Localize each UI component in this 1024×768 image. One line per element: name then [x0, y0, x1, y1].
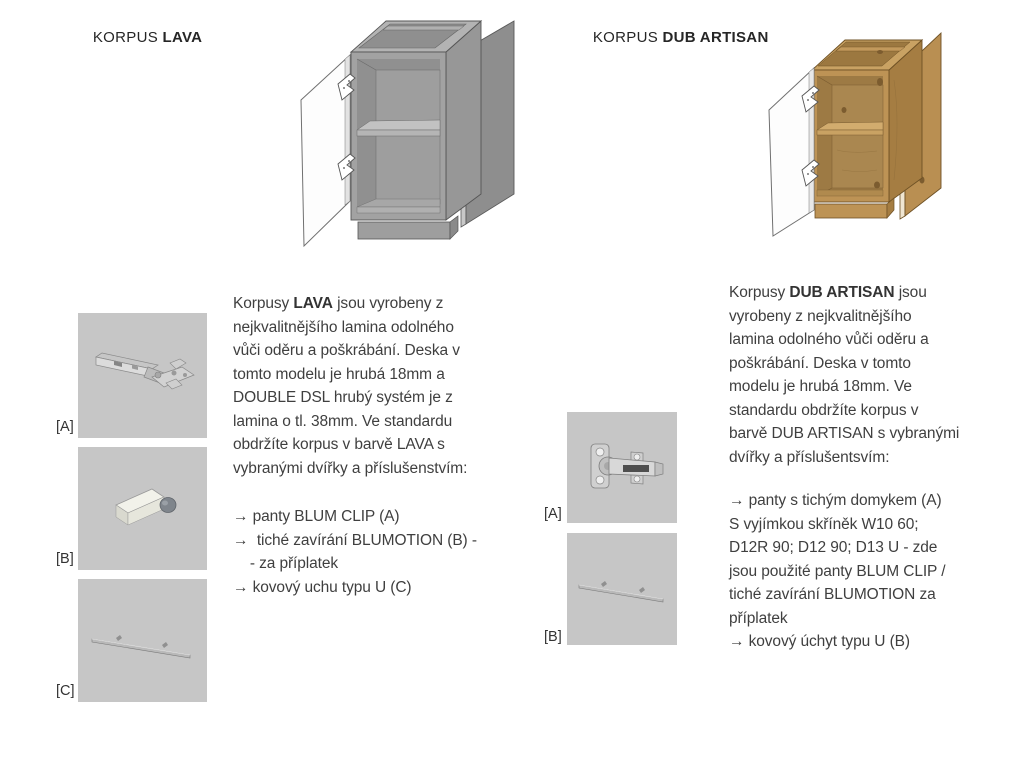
text-bold: LAVA [293, 295, 333, 312]
blum-clip-hinge-icon [78, 313, 207, 438]
paragraph-line [233, 292, 533, 316]
text-span: Korpusy [233, 295, 294, 312]
bullet-line: jsou použité panty BLUM CLIP / [729, 562, 946, 580]
hardware-image-u-handle [567, 533, 677, 645]
text-span: jsou [894, 284, 927, 301]
paragraph-line: DOUBLE DSL hrubý systém je z [233, 389, 453, 406]
paragraph-line: obdržíte korpus v barvě LAVA s [233, 436, 445, 453]
u-handle-icon [567, 533, 677, 645]
hardware-label-c: [C] [56, 683, 75, 699]
paragraph-line: vybranými dvířky a příslušenstvím: [233, 459, 468, 477]
paragraph-line: nejkvalitnějšího lamina odolného [233, 318, 454, 336]
left-description [233, 292, 533, 599]
u-handle-icon [78, 579, 207, 702]
text-bold: DUB ARTISAN [789, 284, 895, 301]
right-bullet-list [729, 489, 1024, 654]
compact-soft-close-hinge-icon [567, 412, 677, 523]
right-title-prefix: KORPUS [592, 29, 663, 46]
paragraph-line: poškrábání. Deska v tomto [729, 354, 911, 372]
paragraph-line: vůči oděru a poškrábání. Deska v [233, 342, 460, 359]
paragraph-line: lamina o tl. 38mm. Ve standardu [233, 412, 453, 430]
text-span: jsou vyrobeny z [332, 295, 444, 312]
bullet-line: → kovový úchyt typu U (B) [729, 633, 910, 650]
paragraph-line: standardu obdržíte korpus v [729, 401, 919, 419]
right-description [729, 281, 1024, 654]
text-span: Korpusy [729, 284, 790, 301]
dub-artisan-cabinet-illustration [752, 20, 988, 260]
paragraph-line: modelu je hrubá 18mm. Ve [729, 378, 912, 395]
paragraph-line [729, 281, 1024, 305]
bullet-line: → panty s tichým domykem (A) [729, 492, 942, 509]
paragraph-line: barvě DUB ARTISAN s vybranými [729, 425, 960, 442]
right-title-bold: DUB ARTISAN [662, 29, 769, 46]
paragraph-line: vyrobeny z nejkvalitnějšího [729, 307, 912, 325]
bullet-line: tiché zavírání BLUMOTION za [729, 586, 936, 603]
left-bullet-list [233, 505, 533, 599]
hardware-label-a: [A] [56, 419, 74, 435]
blumotion-damper-icon [78, 447, 207, 570]
hardware-label-b: [B] [544, 629, 562, 645]
hardware-label-b: [B] [56, 551, 74, 567]
hardware-image-blum-clip-hinge [78, 313, 207, 438]
bullet-line: D12R 90; D12 90; D13 U - zde [729, 539, 938, 556]
bullet-line: → tiché zavírání BLUMOTION (B) - [233, 531, 477, 549]
right-section-title [575, 12, 769, 63]
lava-cabinet-illustration [283, 8, 523, 260]
hardware-image-blumotion-damper [78, 447, 207, 570]
bullet-line: - za příplatek [233, 555, 339, 572]
paragraph-line: dvířky a příslušentsvím: [729, 448, 890, 466]
left-section-title [75, 12, 202, 63]
paragraph-line: tomto modelu je hrubá 18mm a [233, 365, 445, 383]
left-title-bold: LAVA [162, 29, 203, 46]
bullet-line: → kovový uchu typu U (C) [233, 578, 412, 596]
bullet-line: příplatek [729, 609, 788, 627]
hardware-label-a: [A] [544, 506, 562, 522]
bullet-line: S vyjímkou skříněk W10 60; [729, 515, 919, 533]
hardware-image-compact-hinge [567, 412, 677, 523]
paragraph-line: lamina odolného vůči oděru a [729, 331, 929, 348]
hardware-image-u-handle [78, 579, 207, 702]
left-title-prefix: KORPUS [92, 29, 163, 46]
bullet-line: → panty BLUM CLIP (A) [233, 508, 400, 525]
